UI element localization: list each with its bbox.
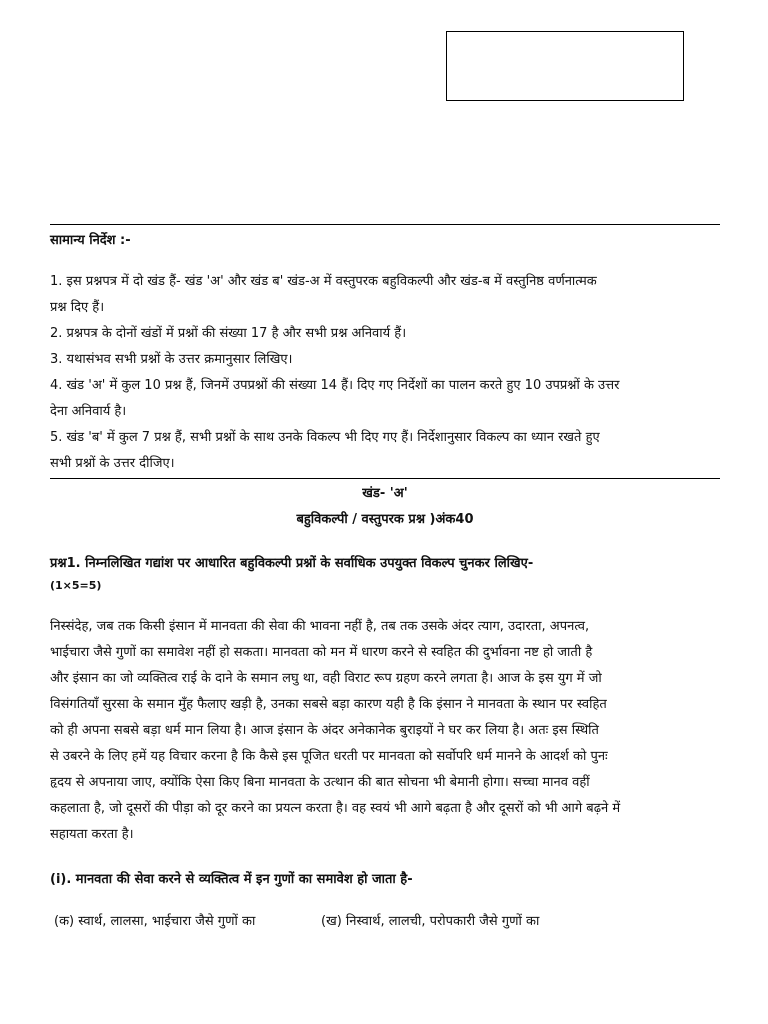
passage bbox=[50, 614, 720, 848]
question-1-marks: (1×5=5) bbox=[50, 579, 102, 592]
passage-line: को ही अपना सबसे बड़ा धर्म मान लिया है। आज इंसान के अंदर अनेकानेक बुराइयों ने घर कर लिया है। अतः इस स्थिति bbox=[50, 723, 599, 738]
roll-number-box bbox=[446, 31, 684, 101]
passage-line: निस्संदेह, जब तक किसी इंसान में मानवता की सेवा की भावना नहीं है, तब तक उसके अंदर त्याग, उदारता, अपनत्व, bbox=[50, 619, 590, 634]
section-title: खंड- 'अ' bbox=[362, 486, 408, 501]
passage-line: कहलाता है, जो दूसरों की पीड़ा को दूर करने का प्रयत्न करता है। वह स्वयं भी आगे बढ़ता है और दूसरों को भी आगे बढ़ने में bbox=[50, 801, 621, 816]
instruction-line: 3. यथासंभव सभी प्रश्नों के उत्तर क्रमानुसार लिखिए। bbox=[50, 352, 293, 367]
section-subtitle: बहुविकल्पी / वस्तुपरक प्रश्न )अंक40 bbox=[296, 512, 474, 527]
option-b: (ख) निस्वार्थ, लालची, परोपकारी जैसे गुणों का bbox=[321, 914, 540, 929]
instruction-line: 5. खंड 'ब' में कुल 7 प्रश्न हैं, सभी प्रश्नों के साथ उनके विकल्प भी दिए गए हैं। निर्देशानुसार विकल्प का ध्यान रखते हुए bbox=[50, 430, 600, 445]
passage-line: से उबरने के लिए हमें यह विचार करना है कि कैसे इस पूजित धरती पर मानवता को सर्वोपरि धर्म मानने के आदर्श को पुनः bbox=[50, 749, 608, 764]
section-divider bbox=[50, 478, 720, 479]
instruction-line: 1. इस प्रश्नपत्र में दो खंड हैं- खंड 'अ' और खंड ब' खंड-अ में वस्तुपरक बहुविकल्पी और खंड-ब में वस्तुनिष्ठ वर्णनात्मक bbox=[50, 274, 597, 289]
option-a: (क) स्वार्थ, लालसा, भाईचारा जैसे गुणों का bbox=[54, 914, 256, 929]
subquestion-1-text: (i). मानवता की सेवा करने से व्यक्तित्व में इन गुणों का समावेश हो जाता है- bbox=[50, 872, 413, 887]
passage-line: भाईचारा जैसे गुणों का समावेश नहीं हो सकता। मानवता को मन में धारण करने से स्वहित की दुर्भावना नष्ट हो जाती है bbox=[50, 645, 593, 660]
instruction-line: 4. खंड 'अ' में कुल 10 प्रश्न हैं, जिनमें उपप्रश्नों की संख्या 14 हैं। दिए गए निर्देशों का पालन करते हुए 10 उपप्रश्नों के उत्तर bbox=[50, 378, 620, 393]
instructions-heading: सामान्य निर्देश :- bbox=[50, 233, 131, 248]
instruction-line: प्रश्न दिए हैं। bbox=[50, 300, 105, 315]
instruction-line: 2. प्रश्नपत्र के दोनों खंडों में प्रश्नों की संख्या 17 है और सभी प्रश्न अनिवार्य हैं। bbox=[50, 326, 407, 341]
top-divider bbox=[50, 224, 720, 225]
passage-line: विसंगतियाँ सुरसा के समान मुँह फैलाए खड़ी है, उनका सबसे बड़ा कारण यही है कि इंसान ने मानवता के स्थान पर स्वहित bbox=[50, 697, 607, 712]
passage-line: और इंसान का जो व्यक्तित्व राई के दाने के समान लघु था, वही विराट रूप ग्रहण करने लगता है। आज के इस युग में जो bbox=[50, 671, 602, 686]
instruction-line: सभी प्रश्नों के उत्तर दीजिए। bbox=[50, 456, 175, 471]
passage-line: हृदय से अपनाया जाए, क्योंकि ऐसा किए बिना मानवता के उत्थान की बात सोचना भी बेमानी होगा। सच्चा मानव वहीं bbox=[50, 775, 590, 790]
passage-line: सहायता करता है। bbox=[50, 827, 134, 842]
instruction-line: देना अनिवार्य है। bbox=[50, 404, 127, 419]
question-1-text: प्रश्न1. निम्नलिखित गद्यांश पर आधारित बहुविकल्पी प्रश्नों के सर्वाधिक उपयुक्त विकल्प चुनकर लिखिए- bbox=[50, 556, 534, 571]
